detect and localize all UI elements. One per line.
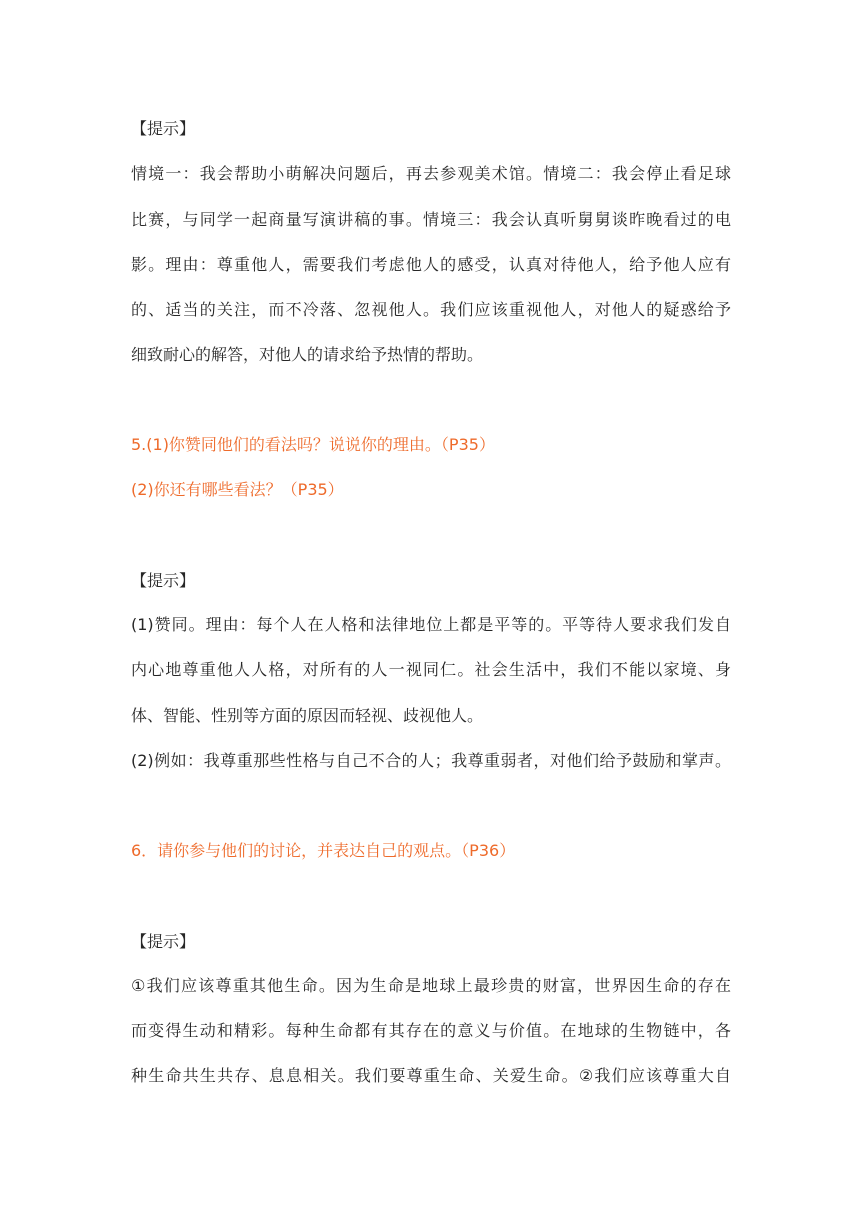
paragraph-line: 种生命共生共存、息息相关。我们要尊重生命、关爱生命。②我们应该尊重大自 [131,1066,731,1085]
paragraph-line: 细致耐心的解答，对他人的请求给予热情的帮助。 [131,345,484,364]
paragraph-line: (1)赞同。理由：每个人在人格和法律地位上都是平等的。平等待人要求我们发自 [131,615,731,634]
paragraph-line: 比赛，与同学一起商量写演讲稿的事。情境三：我会认真听舅舅谈昨晚看过的电 [131,210,731,229]
paragraph-line: ①我们应该尊重其他生命。因为生命是地球上最珍贵的财富，世界因生命的存在 [131,976,731,995]
paragraph-line: 情境一：我会帮助小萌解决问题后，再去参观美术馆。情境二：我会停止看足球 [131,164,731,183]
paragraph-line: 内心地尊重他人人格，对所有的人一视同仁。社会生活中，我们不能以家境、身 [131,660,731,679]
paragraph-line: 的、适当的关注，而不冷落、忽视他人。我们应该重视他人，对他人的疑惑给予 [131,300,731,319]
paragraph-line: 而变得生动和精彩。每种生命都有其存在的意义与价值。在地球的生物链中，各 [131,1021,731,1040]
paragraph-line: 影。理由：尊重他人，需要我们考虑他人的感受，认真对待他人，给予他人应有 [131,255,731,274]
paragraph-line: (2)例如：我尊重那些性格与自己不合的人；我尊重弱者，对他们给予鼓励和掌声。 [131,751,731,770]
question-5-part-1: 5.(1)你赞同他们的看法吗？说说你的理由。（P35） [131,435,495,454]
question-6: 6．请你参与他们的讨论，并表达自己的观点。（P36） [131,841,516,860]
hint-label: 【提示】 [131,119,196,138]
question-5-part-2: (2)你还有哪些看法？（P35） [131,480,344,499]
paragraph-line: 体、智能、性别等方面的原因而轻视、歧视他人。 [131,706,484,725]
hint-label: 【提示】 [131,571,196,590]
hint-label: 【提示】 [131,932,196,951]
